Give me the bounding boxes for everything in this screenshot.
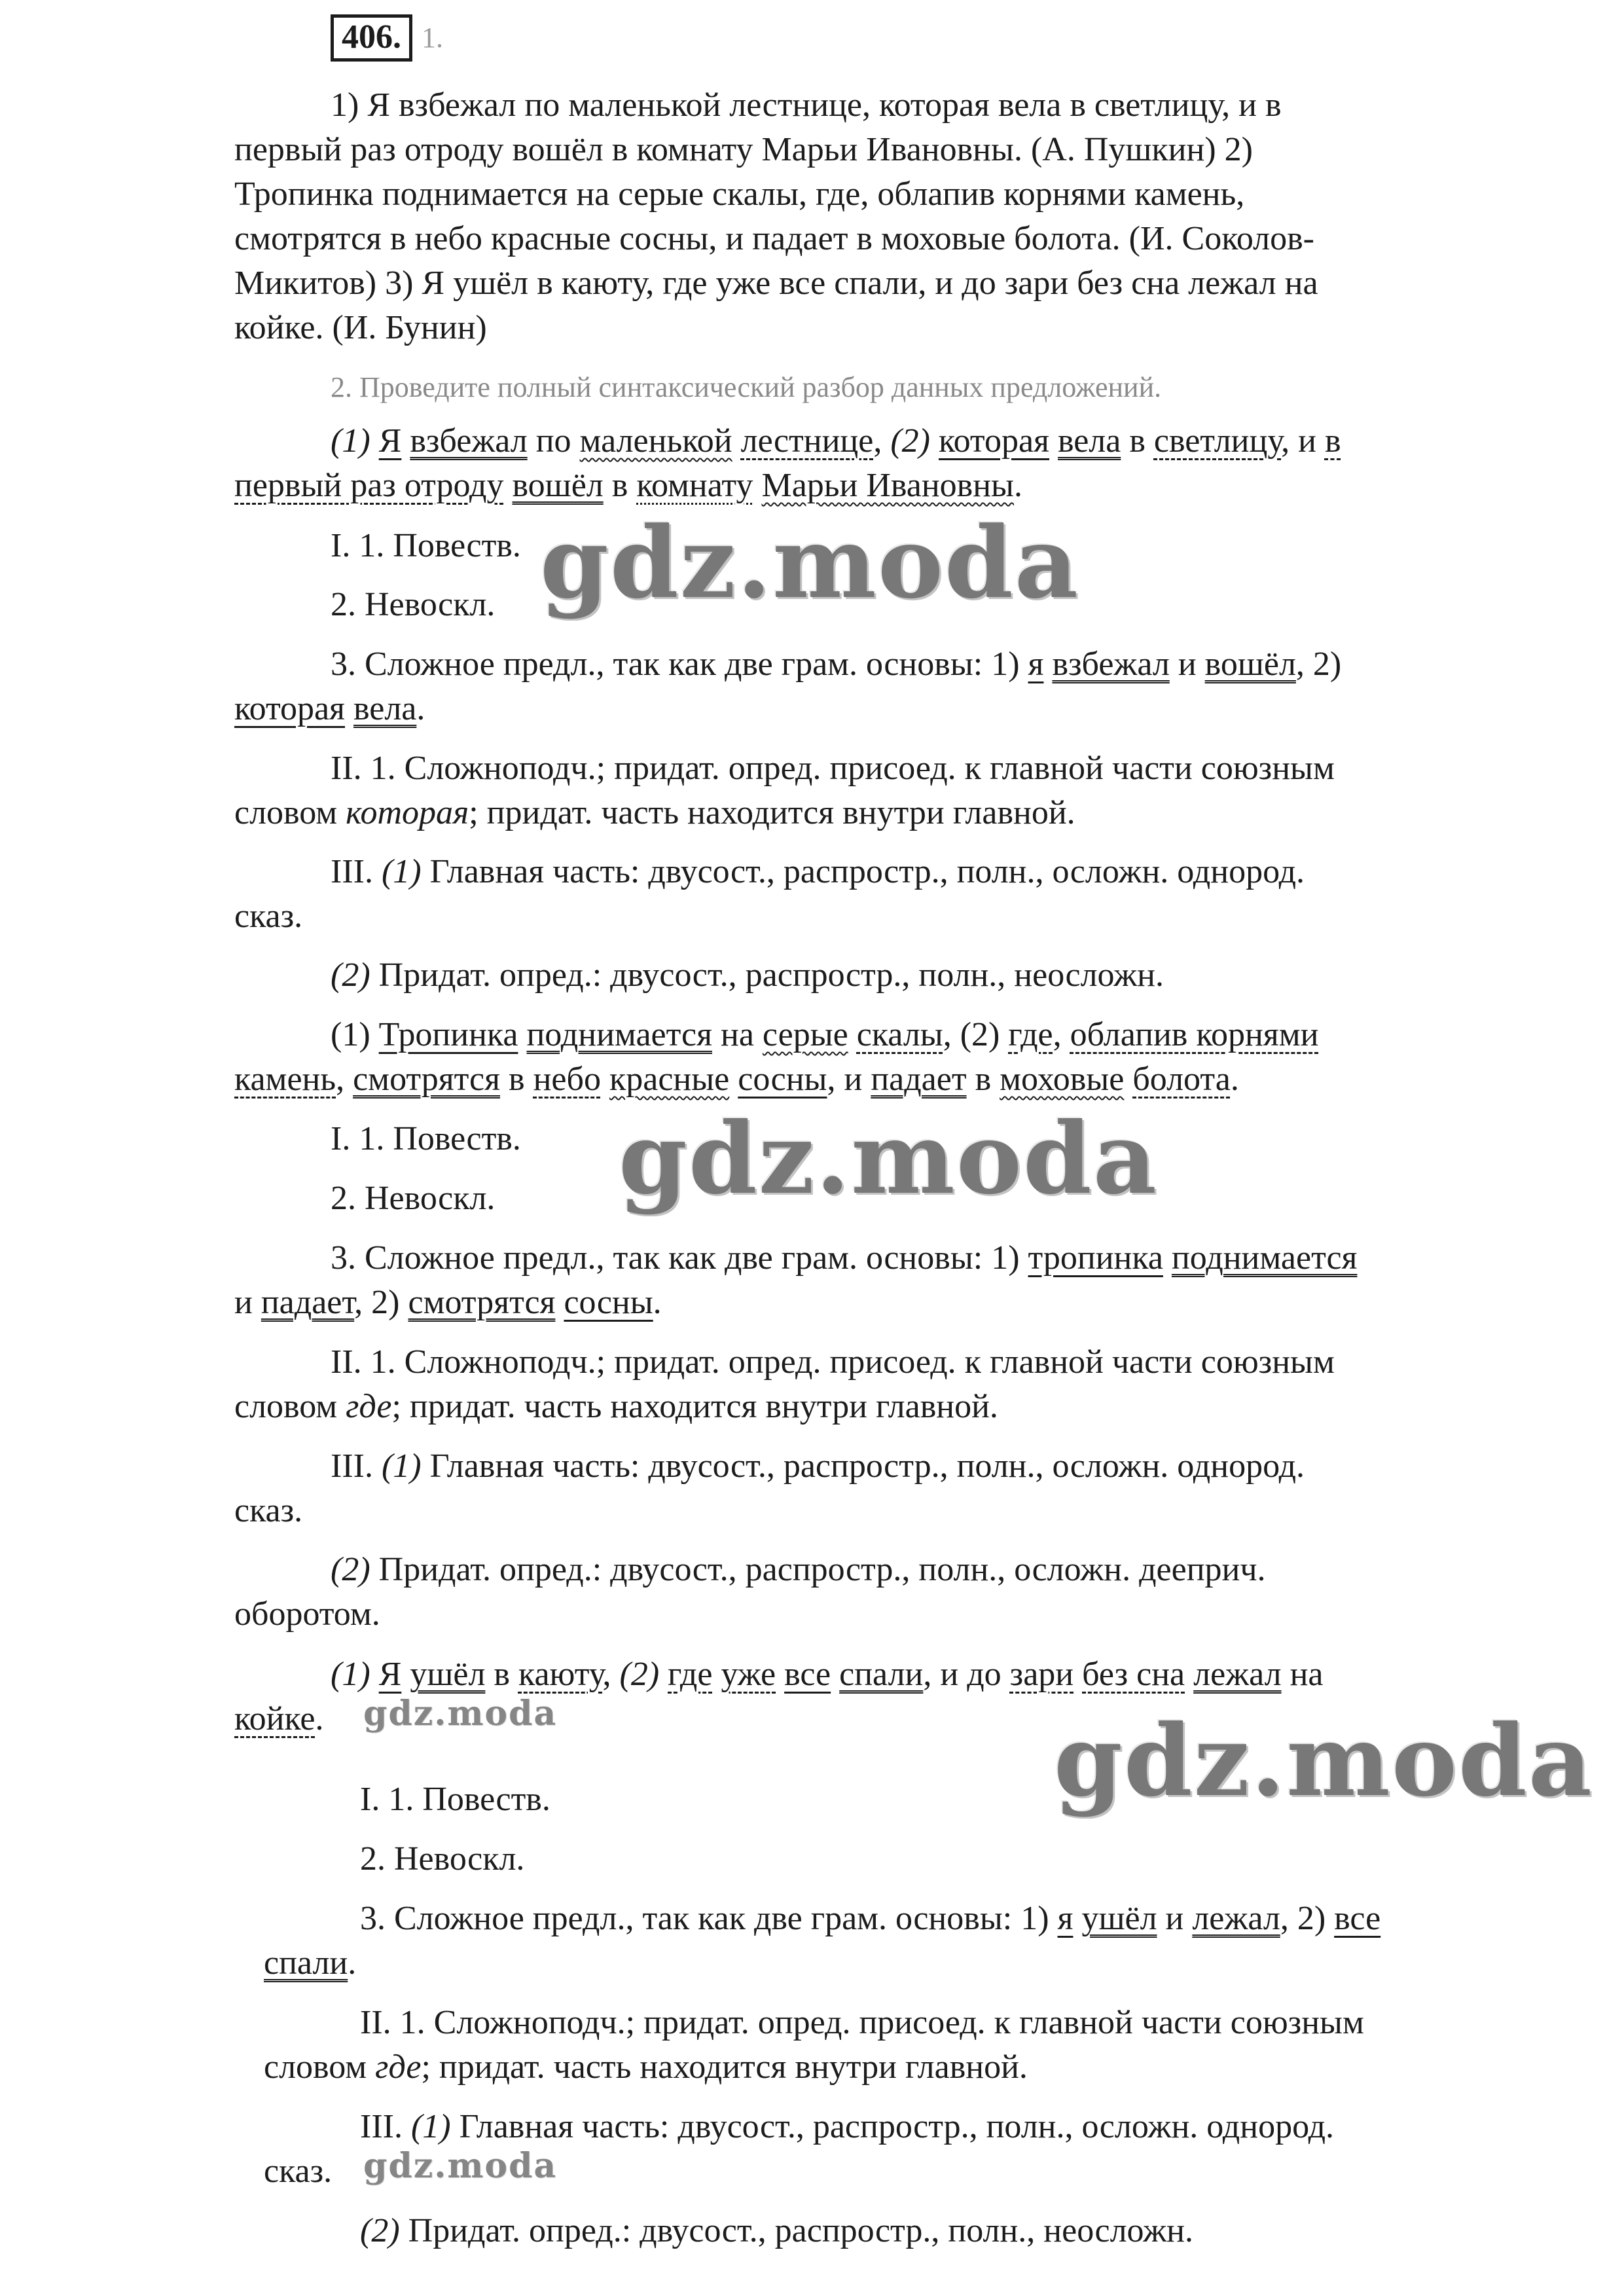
sentence-3-line-2: койке. (234, 1700, 324, 1737)
analysis-line: 2. Невоскл. (360, 1840, 525, 1878)
watermark: gdz.moda (363, 1694, 558, 1734)
predicate: ушёл (410, 1656, 486, 1693)
subject: Я (378, 1656, 402, 1693)
task-number-1: 1. (422, 22, 443, 54)
sentence-1-line-2: первый раз отроду вошёл в комнату Марьи Ивановны. (234, 467, 1022, 504)
adverbial: в (1324, 422, 1341, 460)
analysis-line: II. 1. Сложноподч.; придат. опред. присоед. к главной части союзным (331, 1343, 1335, 1381)
analysis-line: сказ. (234, 1492, 303, 1529)
text-line: Микитов) 3) Я ушёл в каюту, где уже все спали, и до зари без сна лежал на (234, 264, 1318, 302)
analysis-line: словом где; придат. часть находится внутри главной. (264, 2048, 1028, 2086)
attribute: Марьи Ивановны (761, 467, 1014, 504)
attribute: маленькой (579, 422, 732, 460)
subject: Я (378, 422, 402, 460)
adverbial: скалы (856, 1016, 943, 1053)
analysis-line: III. (1) Главная часть: двусост., распростр., полн., осложн. однород. (331, 1447, 1305, 1485)
analysis-line: 2. Невоскл. (331, 586, 496, 623)
analysis-line: словом где; придат. часть находится внутри главной. (234, 1388, 998, 1425)
analysis-line: оборотом. (234, 1595, 380, 1633)
adverbial: зари (1009, 1656, 1074, 1693)
analysis-line: 3. Сложное предл., так как две грам. основы: 1) тропинка поднимается (331, 1239, 1358, 1277)
adverbial: каюту (518, 1656, 603, 1693)
watermark: gdz.moda (619, 1101, 1159, 1216)
analysis-line: и падает, 2) смотрятся сосны. (234, 1284, 662, 1321)
adverbial: светлицу (1153, 422, 1282, 460)
predicate: взбежал (410, 422, 528, 460)
subject: сосны (738, 1061, 827, 1098)
analysis-line: III. (1) Главная часть: двусост., распростр., полн., осложн. однород. (331, 853, 1305, 890)
text-line: 1) Я взбежал по маленькой лестнице, которая вела в светлицу, и в (331, 86, 1282, 124)
analysis-line: словом которая; придат. часть находится внутри главной. (234, 794, 1075, 831)
watermark: gdz.moda (540, 505, 1080, 621)
sentence-3-line-1: (1) Я ушёл в каюту, (2) где уже все спали, и до зари без сна лежал на (331, 1656, 1324, 1693)
predicate: падает (871, 1061, 967, 1098)
analysis-line: 3. Сложное предл., так как две грам. основы: 1) я ушёл и лежал, 2) все (360, 1900, 1381, 1937)
analysis-line: I. 1. Повеств. (360, 1781, 550, 1818)
text-line: койке. (И. Бунин) (234, 309, 487, 346)
text-line: первый раз отроду вошёл в комнату Марьи Ивановны. (А. Пушкин) 2) (234, 131, 1253, 168)
text-line: смотрятся в небо красные сосны, и падает в моховые болота. (И. Соколов- (234, 220, 1314, 257)
adverbial: где (668, 1656, 713, 1693)
adverbial: койке (234, 1700, 316, 1737)
analysis-line: I. 1. Повеств. (331, 1120, 521, 1157)
part-number: (1) (331, 1656, 379, 1693)
part-number: (1) (331, 422, 370, 460)
adverbial: лестнице (740, 422, 874, 460)
adverbial: небо (533, 1061, 601, 1098)
object: комнату (636, 467, 753, 504)
watermark: gdz.moda (363, 2146, 558, 2186)
sentence-2-line-1: (1) Тропинка поднимается на серые скалы, (2) где, облапив корнями (331, 1016, 1319, 1053)
adverbial: уже (721, 1656, 776, 1693)
adverbial: болота (1132, 1061, 1231, 1098)
part-number: (2) (890, 422, 930, 460)
adverbial: камень (234, 1061, 336, 1098)
adverbial: без сна (1082, 1656, 1185, 1693)
predicate: лежал (1193, 1656, 1282, 1693)
analysis-line: (2) Придат. опред.: двусост., распростр., полн., неосложн. (331, 956, 1164, 994)
part-number: (2) (619, 1656, 660, 1693)
analysis-line: сказ. (264, 2152, 333, 2190)
predicate: спали (839, 1656, 924, 1693)
analysis-line: II. 1. Сложноподч.; придат. опред. присоед. к главной части союзным (331, 750, 1335, 787)
subject: Тропинка (378, 1016, 518, 1053)
analysis-line: спали. (264, 1944, 357, 1982)
adverbial: первый раз отроду (234, 467, 504, 504)
analysis-line: 2. Невоскл. (331, 1180, 496, 1217)
analysis-line: сказ. (234, 898, 303, 935)
attribute: моховые (1000, 1061, 1125, 1098)
attribute: серые (762, 1016, 848, 1053)
attribute: красные (609, 1061, 730, 1098)
subject: все (784, 1656, 831, 1693)
task-2-instruction: 2. Проведите полный синтаксический разбор данных предложений. (331, 371, 1162, 403)
analysis-line: которая вела. (234, 690, 425, 727)
predicate: поднимается (526, 1016, 712, 1053)
exercise-number: 406. (331, 14, 412, 62)
analysis-line: (2) Придат. опред.: двусост., распростр., полн., осложн. дееприч. (331, 1551, 1266, 1588)
analysis-line: II. 1. Сложноподч.; придат. опред. присоед. к главной части союзным (360, 2004, 1364, 2041)
exercise-header (331, 12, 443, 62)
text-line: Тропинка поднимается на серые скалы, где, облапив корнями камень, (234, 175, 1245, 213)
sentence-1-line-1: (1) Я взбежал по маленькой лестнице, (2) которая вела в светлицу, и в (331, 422, 1341, 460)
predicate: вошёл (512, 467, 604, 504)
sentence-2-line-2: камень, смотрятся в небо красные сосны, и падает в моховые болота. (234, 1061, 1239, 1098)
analysis-line: I. 1. Повеств. (331, 527, 521, 564)
analysis-line: III. (1) Главная часть: двусост., распростр., полн., осложн. однород. (360, 2108, 1335, 2145)
predicate: смотрятся (353, 1061, 501, 1098)
watermark: gdz.moda (1054, 1703, 1594, 1819)
adverbial: где (1008, 1016, 1053, 1053)
adverbial: облапив корнями (1070, 1016, 1319, 1053)
predicate: вела (1057, 422, 1121, 460)
analysis-line: (2) Придат. опред.: двусост., распростр., полн., неосложн. (360, 2212, 1193, 2249)
analysis-line: 3. Сложное предл., так как две грам. основы: 1) я взбежал и вошёл, 2) (331, 645, 1342, 683)
subject: которая (938, 422, 1049, 460)
